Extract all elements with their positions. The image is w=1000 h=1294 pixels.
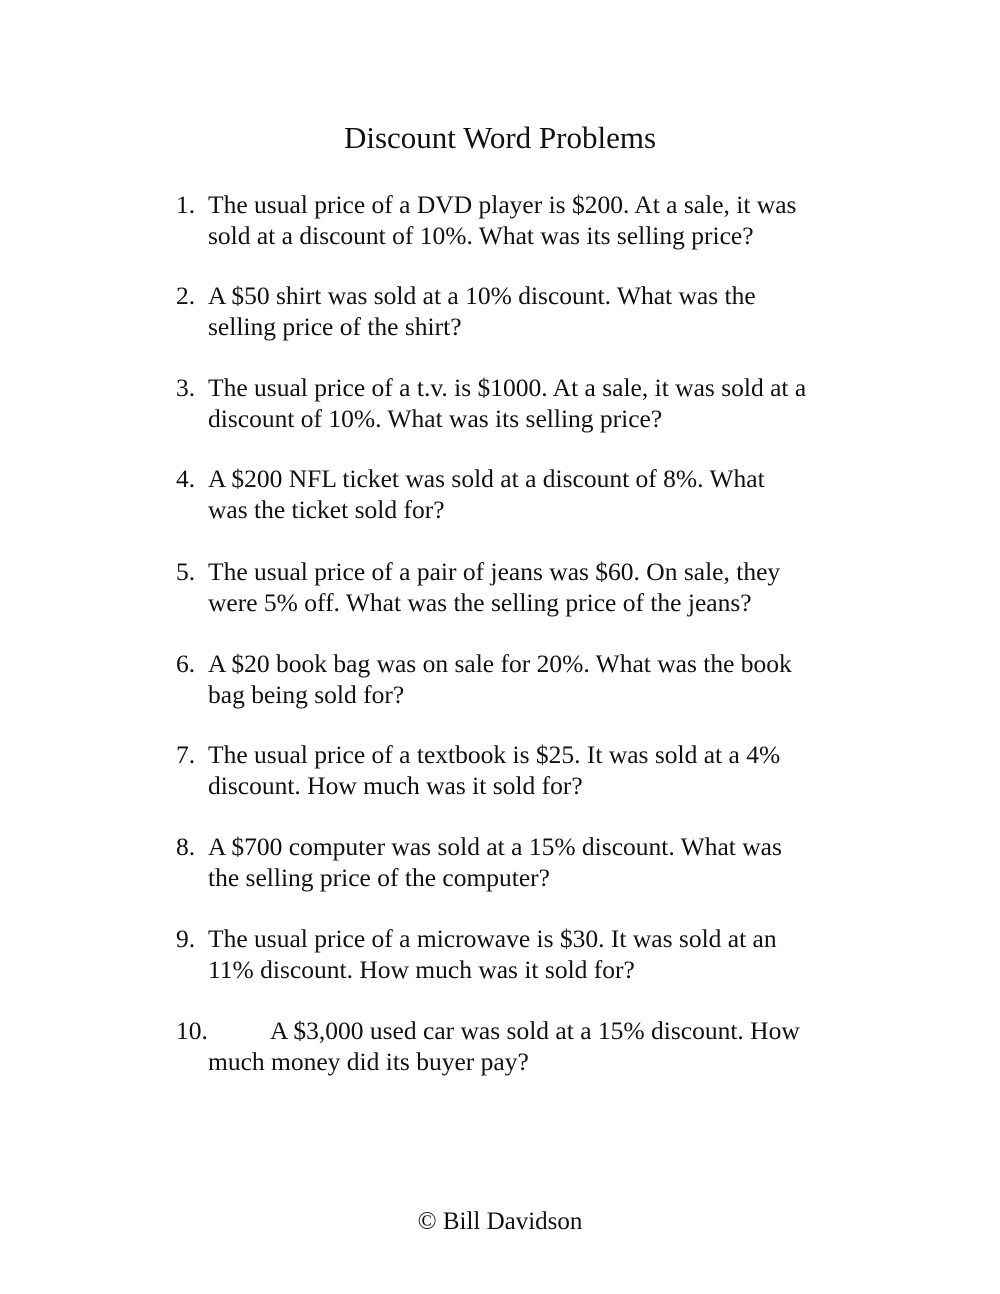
problem-text-line: The usual price of a microwave is $30. It was sold at an	[208, 924, 777, 953]
problem-text-line: A $50 shirt was sold at a 10% discount. What was the	[208, 281, 756, 310]
problem-8	[176, 831, 866, 893]
problem-5	[176, 556, 866, 618]
problem-9	[176, 923, 866, 985]
problem-number: 8.	[176, 832, 196, 861]
problem-number: 4.	[176, 464, 196, 493]
problem-text-line: the selling price of the computer?	[208, 863, 550, 892]
problem-number: 2.	[176, 281, 196, 310]
problem-text-line: A $700 computer was sold at a 15% discount. What was	[208, 832, 782, 861]
problem-number: 7.	[176, 740, 196, 769]
copyright-footer: © Bill Davidson	[417, 1208, 583, 1235]
problem-text-line: sold at a discount of 10%. What was its selling price?	[208, 221, 754, 250]
problem-number: 5.	[176, 557, 196, 586]
problem-text-line: A $3,000 used car was sold at a 15% discount. How	[270, 1016, 800, 1045]
problem-text-line: discount. How much was it sold for?	[208, 771, 583, 800]
problem-2	[176, 280, 866, 342]
problem-text-line: The usual price of a pair of jeans was $60. On sale, they	[208, 557, 781, 586]
problem-6	[176, 648, 866, 710]
problem-text-line: much money did its buyer pay?	[208, 1047, 529, 1076]
problem-7	[176, 739, 866, 801]
problem-text-line: bag being sold for?	[208, 680, 405, 709]
page-title: Discount Word Problems	[343, 120, 657, 155]
problem-number: 3.	[176, 373, 196, 402]
problem-number: 10.	[176, 1016, 208, 1045]
problem-number: 6.	[176, 649, 196, 678]
problem-text-line: was the ticket sold for?	[208, 495, 445, 524]
problem-text-line: selling price of the shirt?	[208, 312, 462, 341]
problem-10	[176, 1015, 866, 1077]
problem-text-line: were 5% off. What was the selling price of the jeans?	[208, 588, 752, 617]
problem-number: 9.	[176, 924, 196, 953]
problem-text-line: A $20 book bag was on sale for 20%. What was the book	[208, 649, 792, 678]
problem-4	[176, 463, 866, 525]
problem-text-line: A $200 NFL ticket was sold at a discount of 8%. What	[208, 464, 765, 493]
problem-text-line: discount of 10%. What was its selling price?	[208, 404, 663, 433]
problem-text-line: The usual price of a textbook is $25. It was sold at a 4%	[208, 740, 781, 769]
problem-text-line: 11% discount. How much was it sold for?	[208, 955, 635, 984]
problem-1	[176, 189, 866, 251]
problem-text-line: The usual price of a DVD player is $200. At a sale, it was	[208, 190, 797, 219]
problem-number: 1.	[176, 190, 196, 219]
problem-3	[176, 372, 866, 434]
problem-text-line: The usual price of a t.v. is $1000. At a sale, it was sold at a	[208, 373, 807, 402]
